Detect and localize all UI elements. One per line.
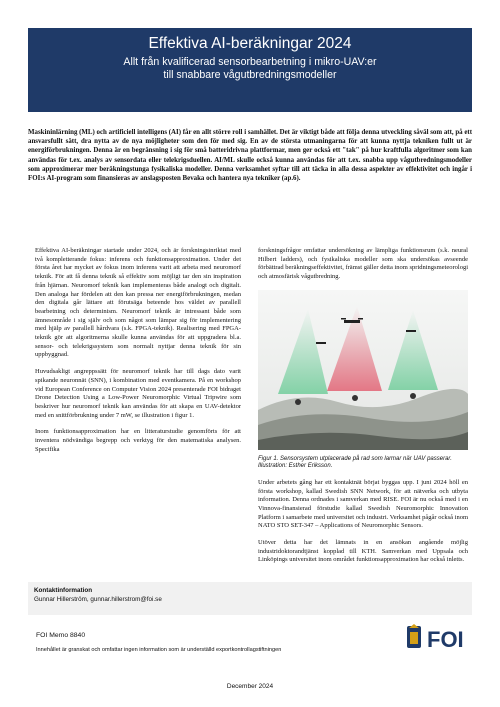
memo-number: FOI Memo 8840 [36,632,86,639]
figure-sensor-illustration [258,290,468,450]
logo-text: FOI [427,627,464,652]
export-control-note: Innehållet är granskat och omfattar ingen information som är underställd exportkontrollagstiftningen [36,647,282,653]
page-title: Effektiva AI-beräkningar 2024 [148,35,352,52]
left-paragraph-3: Inom funktionsapproximation har en litteraturstudie genomförts för att inventera nödvändiga begrepp och verktyg för den matematiska analysen. Specifika [35,428,241,453]
left-paragraph-1: Effektiva AI-beräkningar startade under 2024, och är forskningsinriktat med två kompletterande fokus: inferens och funktionsapproximation. Under det första året har mycket av fokus inom inferens varit att arbeta med neuromorf teknik. För att få denna teknik så effektiv som möjligt tar den sin inspiration från hjärnan. Neuromorf teknik kan implementeras både analogt och digitalt. Den analoga har fördelen att den kan pressa ner energiförbrukningen, medan den digitala går lättare att förutsäga beteende hos väldet av parallell bearbetning och determinism. Neuromorf teknik är intressant både som ämnesområde i sig själv och som något som lämpar sig för implementering med hjälp av parallell hårdvara (s.k. FPGA-teknik). Realisering med FPGA-teknik gör att algoritmerna skulle kunna användas för att uppgradera bl.a. sensor- och telekrigssystem som normalt nyttjar denna teknik för sin uppbyggnad. [35,247,241,359]
intro-paragraph: Maskininlärning (ML) och artificiell intelligens (AI) får en allt större roll i samhället. Det är viktigt både att följa denna utveckling såväl som att, på ett ansvarsfullt sätt, dra nytta av de nya möjligheter som den för med sig. En av de största utmaningarna för att kunna nyttja tekniken fullt ut är energiförbrukningen. Denna är en begränsning i sig för små batteridrivna plattformar, men ger också ett "tak" på hur kraftfulla algoritmer som kan användas för t.ex. analys av sensordata eller telekrigsduellen. AI/ML skulle också kunna användas för att t.ex. snabba upp vågutbredningsmodeller som approximerar mer beräkningstunga fysikaliska modeller. Denna verksamhet syftar till att täcka in alla dessa aspekter av effektivitet och ingår i FOI:s AI-program som finansieras av anslagsposten Bevaka och hantera nya tekniker (ap.6). [28,129,472,183]
contact-heading: Kontaktinformation [34,587,93,594]
title-banner [28,28,472,112]
right-paragraph-1: forskningsfrågor omfattar undersökning av lämpliga funktionsrum (s.k. neural Hilbert ladders), och fysikaliska modeller som ska undersökas avseende förbättrad beräkningseffektivitet, främst gäller detta inom spridningsmeteorologi och atmosfärisk vågutbredning. [258,247,468,281]
crown-emblem-icon [407,624,421,648]
right-paragraph-2: Under arbetets gång har ett kontaktnät börjat byggas upp. I juni 2024 höll en första workshop, kallad Swedish SNN Network, för att nätverka och utbyta information. Denna ordnades i samverkan med RISE. FOI är nu också med i en Vinnova-finansierad förstudie kallad Swedish Neuromorphic Innovation Platform i samarbete med universitet och industri. Verksamhet pågår också inom NATO STO SET-347 – Applications of Neuromorphic Sensors. [258,478,468,530]
subtitle-line-1: Allt från kvalificerad sensorbearbetning i mikro-UAV:er [123,56,377,68]
right-column [258,247,468,573]
left-column [35,247,241,462]
figure-caption: Figur 1. Sensorsystem utplacerade på rad som larmar när UAV passerar. Illustration: Esther Eriksson. [258,455,452,470]
foi-logo [405,620,475,654]
publication-date: December 2024 [226,683,274,690]
right-paragraph-3: Utöver detta har det lämnats in en ansökan angående möjlig industridoktorandtjänst kopplad till KTH. Samverkan med Uppsala och Linköpings universitet inom området funktionsapproximation har också inletts. [258,539,468,564]
illustration-image [258,290,468,450]
contact-text: Gunnar Hillerström, gunnar.hillerstrom@foi.se [34,596,162,603]
left-paragraph-2: Huvudsakligt angreppssätt för neuromorf teknik har till dags dato varit spikande neuronnät (SNN), i kombination med eventkamera. På en workshop vid European Conference on Computer Vision 2024 presenterade FOI bidraget Drone Detection Using a Low-Power Neuromorphic Virtual Tripwire som beskriver hur neuromorf teknik kan användas för att skapa en UAV-detektor med en snittförbrukning under 7 mW, se illustration i figur 1. [35,368,241,419]
contact-box [28,582,472,615]
subtitle-line-2: till snabbare vågutbredningsmodeller [163,69,337,81]
